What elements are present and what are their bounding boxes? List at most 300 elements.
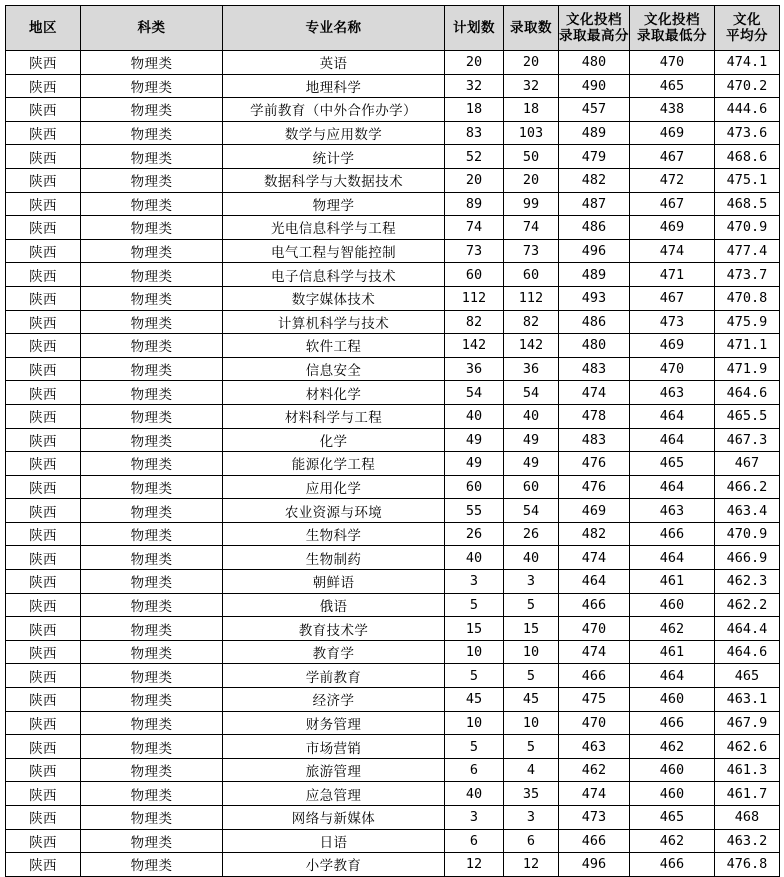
cell-category: 物理类 <box>81 428 223 452</box>
table-row[interactable] <box>6 688 780 712</box>
cell-plan-count: 26 <box>445 522 504 546</box>
cell-plan-count: 10 <box>445 711 504 735</box>
cell-average-score: 477.4 <box>715 239 780 263</box>
cell-plan-count: 60 <box>445 263 504 287</box>
cell-min-score: 470 <box>630 357 715 381</box>
cell-plan-count: 74 <box>445 216 504 240</box>
cell-category: 物理类 <box>81 593 223 617</box>
cell-region: 陕西 <box>6 711 81 735</box>
cell-category: 物理类 <box>81 98 223 122</box>
cell-min-score: 463 <box>630 499 715 523</box>
cell-min-score: 465 <box>630 74 715 98</box>
cell-admitted-count: 5 <box>504 664 559 688</box>
cell-category: 物理类 <box>81 51 223 75</box>
cell-average-score: 470.2 <box>715 74 780 98</box>
cell-plan-count: 52 <box>445 145 504 169</box>
cell-region: 陕西 <box>6 381 81 405</box>
table-row[interactable] <box>6 145 780 169</box>
cell-major: 应急管理 <box>223 782 445 806</box>
cell-max-score: 482 <box>559 522 630 546</box>
column-header-category[interactable] <box>81 6 223 51</box>
cell-max-score: 487 <box>559 192 630 216</box>
table-header-row <box>6 6 780 51</box>
cell-major: 统计学 <box>223 145 445 169</box>
table-row[interactable] <box>6 192 780 216</box>
cell-max-score: 470 <box>559 711 630 735</box>
table-row[interactable] <box>6 499 780 523</box>
cell-major: 材料化学 <box>223 381 445 405</box>
table-row[interactable] <box>6 853 780 877</box>
column-header-admitted[interactable] <box>504 6 559 51</box>
cell-admitted-count: 60 <box>504 263 559 287</box>
cell-max-score: 483 <box>559 357 630 381</box>
cell-major: 经济学 <box>223 688 445 712</box>
cell-average-score: 471.1 <box>715 334 780 358</box>
cell-plan-count: 20 <box>445 51 504 75</box>
cell-region: 陕西 <box>6 216 81 240</box>
cell-max-score: 479 <box>559 145 630 169</box>
cell-category: 物理类 <box>81 688 223 712</box>
cell-plan-count: 6 <box>445 829 504 853</box>
cell-admitted-count: 20 <box>504 51 559 75</box>
column-header-min[interactable] <box>630 6 715 51</box>
cell-min-score: 466 <box>630 853 715 877</box>
cell-major: 数据科学与大数据技术 <box>223 168 445 192</box>
table-row[interactable] <box>6 98 780 122</box>
cell-max-score: 480 <box>559 334 630 358</box>
cell-region: 陕西 <box>6 192 81 216</box>
cell-major: 旅游管理 <box>223 758 445 782</box>
cell-plan-count: 5 <box>445 664 504 688</box>
cell-min-score: 471 <box>630 263 715 287</box>
column-header-line: 平均分 <box>726 28 768 44</box>
cell-region: 陕西 <box>6 51 81 75</box>
cell-admitted-count: 142 <box>504 334 559 358</box>
table-row[interactable] <box>6 664 780 688</box>
cell-category: 物理类 <box>81 853 223 877</box>
cell-major: 计算机科学与技术 <box>223 310 445 334</box>
admission-score-table <box>5 5 780 877</box>
column-header-line: 文化 <box>733 11 761 28</box>
column-header-region[interactable] <box>6 6 81 51</box>
cell-max-score: 493 <box>559 286 630 310</box>
cell-max-score: 457 <box>559 98 630 122</box>
table-row[interactable] <box>6 593 780 617</box>
cell-plan-count: 55 <box>445 499 504 523</box>
cell-major: 市场营销 <box>223 735 445 759</box>
cell-average-score: 468.5 <box>715 192 780 216</box>
cell-max-score: 482 <box>559 168 630 192</box>
cell-admitted-count: 35 <box>504 782 559 806</box>
cell-major: 日语 <box>223 829 445 853</box>
cell-average-score: 466.2 <box>715 475 780 499</box>
cell-major: 电气工程与智能控制 <box>223 239 445 263</box>
column-header-line: 录取数 <box>510 19 552 36</box>
cell-average-score: 467.9 <box>715 711 780 735</box>
table-row[interactable] <box>6 404 780 428</box>
cell-region: 陕西 <box>6 758 81 782</box>
cell-max-score: 475 <box>559 688 630 712</box>
cell-max-score: 496 <box>559 239 630 263</box>
cell-average-score: 462.6 <box>715 735 780 759</box>
cell-major: 农业资源与环境 <box>223 499 445 523</box>
cell-max-score: 486 <box>559 216 630 240</box>
cell-plan-count: 12 <box>445 853 504 877</box>
cell-average-score: 466.9 <box>715 546 780 570</box>
column-header-line: 专业名称 <box>305 19 362 36</box>
cell-admitted-count: 82 <box>504 310 559 334</box>
cell-region: 陕西 <box>6 475 81 499</box>
cell-plan-count: 89 <box>445 192 504 216</box>
cell-major: 材料科学与工程 <box>223 404 445 428</box>
cell-region: 陕西 <box>6 310 81 334</box>
cell-min-score: 469 <box>630 334 715 358</box>
cell-plan-count: 10 <box>445 640 504 664</box>
cell-category: 物理类 <box>81 74 223 98</box>
cell-major: 学前教育（中外合作办学） <box>223 98 445 122</box>
cell-major: 物理学 <box>223 192 445 216</box>
cell-major: 教育学 <box>223 640 445 664</box>
cell-category: 物理类 <box>81 664 223 688</box>
cell-major: 化学 <box>223 428 445 452</box>
cell-plan-count: 83 <box>445 121 504 145</box>
cell-region: 陕西 <box>6 239 81 263</box>
cell-plan-count: 49 <box>445 452 504 476</box>
column-header-line: 科类 <box>137 19 166 36</box>
cell-average-score: 461.7 <box>715 782 780 806</box>
cell-category: 物理类 <box>81 640 223 664</box>
cell-min-score: 470 <box>630 51 715 75</box>
cell-plan-count: 5 <box>445 593 504 617</box>
cell-max-score: 474 <box>559 381 630 405</box>
cell-max-score: 474 <box>559 546 630 570</box>
admission-score-table-container <box>5 5 779 877</box>
cell-plan-count: 36 <box>445 357 504 381</box>
cell-region: 陕西 <box>6 522 81 546</box>
cell-average-score: 476.8 <box>715 853 780 877</box>
cell-max-score: 473 <box>559 806 630 830</box>
table-body <box>6 51 780 877</box>
cell-plan-count: 6 <box>445 758 504 782</box>
cell-plan-count: 82 <box>445 310 504 334</box>
cell-min-score: 463 <box>630 381 715 405</box>
cell-min-score: 460 <box>630 758 715 782</box>
cell-admitted-count: 32 <box>504 74 559 98</box>
table-row[interactable] <box>6 357 780 381</box>
cell-average-score: 474.1 <box>715 51 780 75</box>
cell-major: 教育技术学 <box>223 617 445 641</box>
cell-region: 陕西 <box>6 145 81 169</box>
cell-min-score: 473 <box>630 310 715 334</box>
cell-min-score: 465 <box>630 806 715 830</box>
cell-region: 陕西 <box>6 404 81 428</box>
cell-max-score: 466 <box>559 829 630 853</box>
cell-min-score: 462 <box>630 735 715 759</box>
cell-category: 物理类 <box>81 381 223 405</box>
table-row[interactable] <box>6 570 780 594</box>
cell-min-score: 464 <box>630 475 715 499</box>
cell-admitted-count: 15 <box>504 617 559 641</box>
cell-average-score: 444.6 <box>715 98 780 122</box>
cell-admitted-count: 40 <box>504 404 559 428</box>
cell-plan-count: 32 <box>445 74 504 98</box>
cell-major: 学前教育 <box>223 664 445 688</box>
table-row[interactable] <box>6 334 780 358</box>
cell-admitted-count: 20 <box>504 168 559 192</box>
cell-plan-count: 40 <box>445 782 504 806</box>
cell-average-score: 470.9 <box>715 216 780 240</box>
table-row[interactable] <box>6 168 780 192</box>
cell-min-score: 464 <box>630 546 715 570</box>
table-row[interactable] <box>6 758 780 782</box>
cell-min-score: 461 <box>630 570 715 594</box>
table-row[interactable] <box>6 263 780 287</box>
cell-average-score: 471.9 <box>715 357 780 381</box>
cell-min-score: 474 <box>630 239 715 263</box>
cell-region: 陕西 <box>6 263 81 287</box>
table-row[interactable] <box>6 829 780 853</box>
cell-major: 财务管理 <box>223 711 445 735</box>
cell-admitted-count: 99 <box>504 192 559 216</box>
cell-region: 陕西 <box>6 499 81 523</box>
cell-category: 物理类 <box>81 168 223 192</box>
cell-min-score: 438 <box>630 98 715 122</box>
cell-max-score: 462 <box>559 758 630 782</box>
cell-plan-count: 3 <box>445 806 504 830</box>
cell-major: 生物制药 <box>223 546 445 570</box>
cell-admitted-count: 5 <box>504 593 559 617</box>
cell-min-score: 464 <box>630 664 715 688</box>
cell-average-score: 464.4 <box>715 617 780 641</box>
cell-category: 物理类 <box>81 216 223 240</box>
cell-category: 物理类 <box>81 334 223 358</box>
cell-plan-count: 112 <box>445 286 504 310</box>
cell-max-score: 469 <box>559 499 630 523</box>
table-row[interactable] <box>6 806 780 830</box>
cell-average-score: 468.6 <box>715 145 780 169</box>
cell-major: 俄语 <box>223 593 445 617</box>
cell-admitted-count: 26 <box>504 522 559 546</box>
cell-average-score: 464.6 <box>715 640 780 664</box>
cell-average-score: 475.1 <box>715 168 780 192</box>
cell-plan-count: 5 <box>445 735 504 759</box>
cell-region: 陕西 <box>6 168 81 192</box>
cell-region: 陕西 <box>6 688 81 712</box>
cell-category: 物理类 <box>81 452 223 476</box>
cell-major: 应用化学 <box>223 475 445 499</box>
cell-major: 电子信息科学与技术 <box>223 263 445 287</box>
table-row[interactable] <box>6 310 780 334</box>
cell-plan-count: 60 <box>445 475 504 499</box>
cell-plan-count: 142 <box>445 334 504 358</box>
cell-admitted-count: 103 <box>504 121 559 145</box>
cell-admitted-count: 10 <box>504 711 559 735</box>
cell-admitted-count: 18 <box>504 98 559 122</box>
cell-category: 物理类 <box>81 806 223 830</box>
cell-min-score: 460 <box>630 593 715 617</box>
table-row[interactable] <box>6 640 780 664</box>
cell-admitted-count: 54 <box>504 381 559 405</box>
cell-min-score: 469 <box>630 121 715 145</box>
cell-average-score: 468 <box>715 806 780 830</box>
cell-category: 物理类 <box>81 499 223 523</box>
cell-max-score: 470 <box>559 617 630 641</box>
column-header-avg[interactable] <box>715 6 780 51</box>
cell-major: 能源化学工程 <box>223 452 445 476</box>
cell-category: 物理类 <box>81 782 223 806</box>
cell-max-score: 463 <box>559 735 630 759</box>
cell-min-score: 464 <box>630 428 715 452</box>
table-row[interactable] <box>6 239 780 263</box>
cell-plan-count: 40 <box>445 546 504 570</box>
cell-category: 物理类 <box>81 711 223 735</box>
cell-max-score: 480 <box>559 51 630 75</box>
column-header-line: 计划数 <box>453 19 495 36</box>
column-header-max[interactable] <box>559 6 630 51</box>
cell-region: 陕西 <box>6 640 81 664</box>
cell-plan-count: 73 <box>445 239 504 263</box>
cell-category: 物理类 <box>81 475 223 499</box>
column-header-plan[interactable] <box>445 6 504 51</box>
cell-admitted-count: 12 <box>504 853 559 877</box>
cell-category: 物理类 <box>81 404 223 428</box>
cell-category: 物理类 <box>81 286 223 310</box>
cell-max-score: 496 <box>559 853 630 877</box>
cell-major: 信息安全 <box>223 357 445 381</box>
cell-admitted-count: 40 <box>504 546 559 570</box>
cell-region: 陕西 <box>6 98 81 122</box>
cell-admitted-count: 36 <box>504 357 559 381</box>
column-header-line: 录取最高分 <box>559 28 629 44</box>
cell-plan-count: 49 <box>445 428 504 452</box>
table-row[interactable] <box>6 711 780 735</box>
table-row[interactable] <box>6 286 780 310</box>
cell-admitted-count: 6 <box>504 829 559 853</box>
cell-major: 朝鲜语 <box>223 570 445 594</box>
cell-max-score: 474 <box>559 640 630 664</box>
cell-average-score: 473.6 <box>715 121 780 145</box>
cell-region: 陕西 <box>6 357 81 381</box>
cell-region: 陕西 <box>6 617 81 641</box>
table-row[interactable] <box>6 735 780 759</box>
cell-min-score: 467 <box>630 145 715 169</box>
cell-min-score: 465 <box>630 452 715 476</box>
cell-category: 物理类 <box>81 546 223 570</box>
table-row[interactable] <box>6 121 780 145</box>
cell-min-score: 464 <box>630 404 715 428</box>
cell-max-score: 486 <box>559 310 630 334</box>
cell-min-score: 462 <box>630 617 715 641</box>
cell-average-score: 470.8 <box>715 286 780 310</box>
cell-category: 物理类 <box>81 357 223 381</box>
cell-min-score: 460 <box>630 688 715 712</box>
cell-admitted-count: 54 <box>504 499 559 523</box>
cell-admitted-count: 10 <box>504 640 559 664</box>
cell-max-score: 474 <box>559 782 630 806</box>
cell-region: 陕西 <box>6 829 81 853</box>
column-header-line: 文化投档 <box>566 11 622 28</box>
table-row[interactable] <box>6 381 780 405</box>
cell-plan-count: 20 <box>445 168 504 192</box>
cell-category: 物理类 <box>81 522 223 546</box>
cell-major: 数字媒体技术 <box>223 286 445 310</box>
cell-category: 物理类 <box>81 758 223 782</box>
cell-average-score: 464.6 <box>715 381 780 405</box>
table-row[interactable] <box>6 617 780 641</box>
cell-admitted-count: 73 <box>504 239 559 263</box>
table-row[interactable] <box>6 51 780 75</box>
table-row[interactable] <box>6 522 780 546</box>
cell-major: 地理科学 <box>223 74 445 98</box>
cell-average-score: 461.3 <box>715 758 780 782</box>
table-row[interactable] <box>6 452 780 476</box>
cell-category: 物理类 <box>81 310 223 334</box>
cell-admitted-count: 74 <box>504 216 559 240</box>
cell-average-score: 467 <box>715 452 780 476</box>
table-row[interactable] <box>6 546 780 570</box>
cell-average-score: 463.1 <box>715 688 780 712</box>
column-header-major[interactable] <box>223 6 445 51</box>
cell-category: 物理类 <box>81 121 223 145</box>
table-header <box>6 6 780 51</box>
cell-category: 物理类 <box>81 735 223 759</box>
cell-average-score: 463.2 <box>715 829 780 853</box>
cell-max-score: 489 <box>559 263 630 287</box>
cell-average-score: 462.2 <box>715 593 780 617</box>
cell-region: 陕西 <box>6 452 81 476</box>
cell-admitted-count: 50 <box>504 145 559 169</box>
cell-min-score: 466 <box>630 711 715 735</box>
cell-average-score: 470.9 <box>715 522 780 546</box>
cell-min-score: 466 <box>630 522 715 546</box>
cell-region: 陕西 <box>6 428 81 452</box>
cell-max-score: 483 <box>559 428 630 452</box>
cell-category: 物理类 <box>81 263 223 287</box>
cell-category: 物理类 <box>81 829 223 853</box>
cell-region: 陕西 <box>6 286 81 310</box>
cell-major: 小学教育 <box>223 853 445 877</box>
cell-admitted-count: 3 <box>504 806 559 830</box>
cell-region: 陕西 <box>6 74 81 98</box>
cell-admitted-count: 49 <box>504 452 559 476</box>
cell-min-score: 462 <box>630 829 715 853</box>
cell-average-score: 465 <box>715 664 780 688</box>
table-row[interactable] <box>6 475 780 499</box>
cell-max-score: 489 <box>559 121 630 145</box>
cell-admitted-count: 60 <box>504 475 559 499</box>
cell-category: 物理类 <box>81 192 223 216</box>
cell-max-score: 464 <box>559 570 630 594</box>
cell-admitted-count: 112 <box>504 286 559 310</box>
cell-max-score: 466 <box>559 664 630 688</box>
cell-major: 网络与新媒体 <box>223 806 445 830</box>
cell-average-score: 473.7 <box>715 263 780 287</box>
table-row[interactable] <box>6 74 780 98</box>
table-row[interactable] <box>6 428 780 452</box>
cell-min-score: 469 <box>630 216 715 240</box>
table-row[interactable] <box>6 782 780 806</box>
cell-major: 数学与应用数学 <box>223 121 445 145</box>
cell-average-score: 475.9 <box>715 310 780 334</box>
cell-max-score: 476 <box>559 452 630 476</box>
cell-major: 英语 <box>223 51 445 75</box>
cell-average-score: 462.3 <box>715 570 780 594</box>
cell-region: 陕西 <box>6 121 81 145</box>
cell-region: 陕西 <box>6 853 81 877</box>
cell-admitted-count: 45 <box>504 688 559 712</box>
table-row[interactable] <box>6 216 780 240</box>
column-header-line: 地区 <box>29 19 57 36</box>
